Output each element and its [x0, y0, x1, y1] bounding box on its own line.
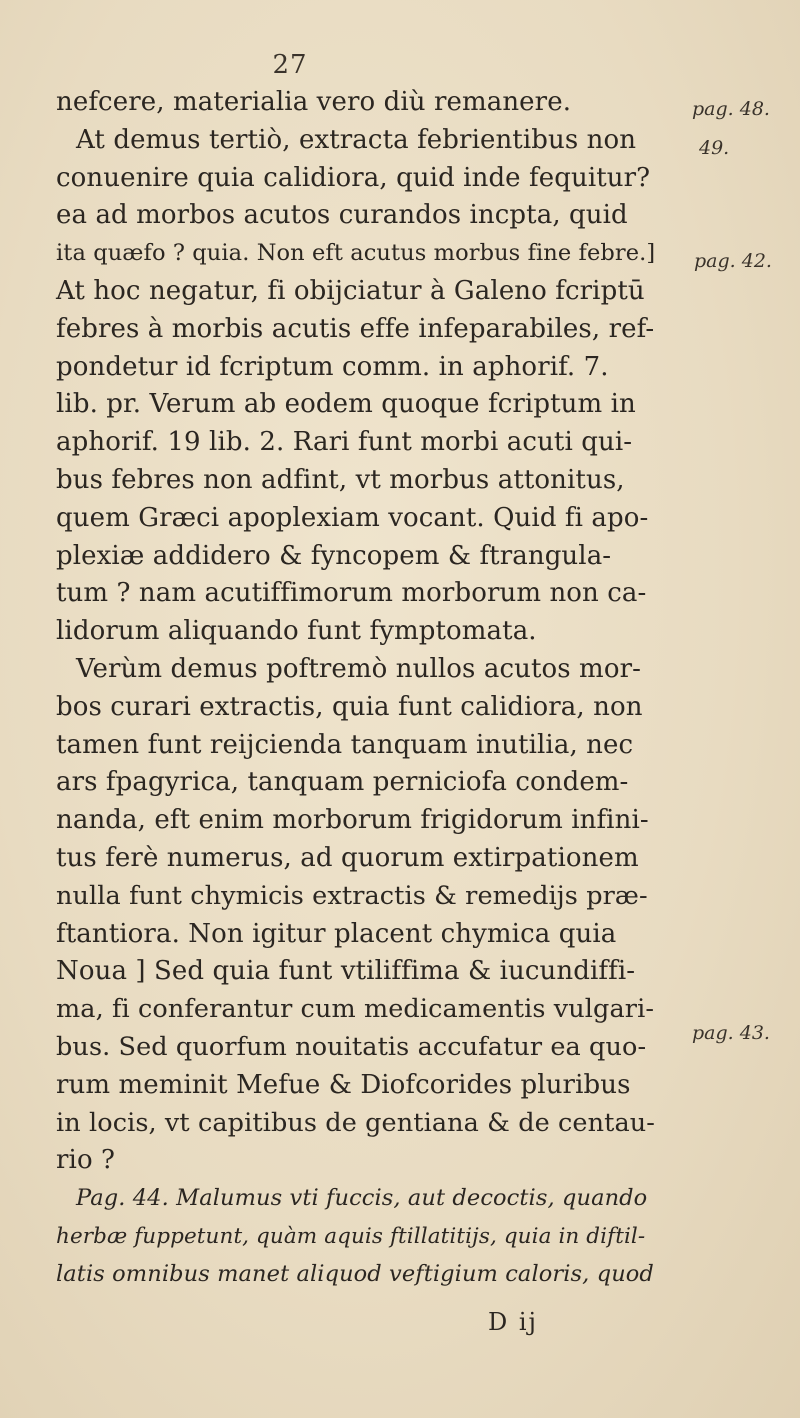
text-line: lidorum aliquando funt fymptomata.: [56, 616, 537, 647]
text-line: tamen funt reijcienda tanquam inutilia, nec: [56, 729, 634, 760]
text-line: Pag. 44. Malumus vti fuccis, aut decoctis, quando: [76, 1185, 648, 1212]
text-line: nefcere, materialia vero diù remanere.: [56, 87, 572, 117]
text-line: rum meminit Mefue & Diofcorides pluribus: [56, 1069, 631, 1100]
text-line: in locis, vt capitibus de gentiana & de centau-: [56, 1107, 655, 1138]
text-line: plexiæ addidero & fyncopem & ftrangula-: [56, 540, 612, 571]
margin-note: pag. 48.: [692, 98, 770, 120]
text-line: latis omnibus manet aliquod veftigium caloris, quod: [56, 1260, 654, 1287]
text-line: conuenire quia calidiora, quid inde fequitur?: [56, 162, 651, 193]
text-line: ftantiora. Non igitur placent chymica quia: [56, 918, 617, 949]
body-text: [56, 84, 656, 1294]
text-line: tus ferè numerus, ad quorum extirpationem: [56, 842, 639, 873]
text-line: bus. Sed quorfum nouitatis accufatur ea quo-: [56, 1031, 647, 1062]
text-line: bus febres non adfint, vt morbus attonitus,: [56, 464, 625, 495]
text-line: bos curari extractis, quia funt calidiora, non: [56, 691, 643, 722]
text-line: Noua ] Sed quia funt vtiliffima & iucundiffi-: [56, 956, 636, 987]
text-line: nulla funt chymicis extractis & remedijs præ-: [56, 880, 648, 911]
text-line: At hoc negatur, fi obijciatur à Galeno fcriptū: [56, 275, 645, 306]
text-line: ars fpagyrica, tanquam perniciofa condem-: [56, 767, 629, 798]
page-number: 27: [272, 50, 308, 80]
text-line: aphorif. 19 lib. 2. Rari funt morbi acuti qui-: [56, 427, 633, 458]
margin-note: 49.: [699, 137, 730, 159]
text-line: nanda, eft enim morborum frigidorum infini-: [56, 805, 649, 836]
text-line: pondetur id fcriptum comm. in aphorif. 7.: [56, 351, 609, 382]
text-line: lib. pr. Verum ab eodem quoque fcriptum in: [56, 389, 636, 420]
text-line: ea ad morbos acutos curandos incpta, quid: [56, 200, 628, 231]
text-line: rio ?: [56, 1145, 116, 1176]
text-line: Verùm demus poftremò nullos acutos mor-: [76, 653, 641, 684]
text-line: ita quæfo ? quia. Non eft acutus morbus fine febre.]: [56, 240, 656, 267]
text-line: tum ? nam acutiffimorum morborum non ca-: [56, 578, 647, 609]
signature-catchword: D ij: [488, 1308, 538, 1336]
text-line: quem Græci apoplexiam vocant. Quid fi apo-: [56, 502, 649, 533]
text-line: febres à morbis acutis effe infeparabiles, ref-: [56, 313, 655, 344]
margin-note: pag. 43.: [692, 1022, 770, 1044]
text-line: herbæ fuppetunt, quàm aquis ftillatitijs, quia in diftil-: [56, 1223, 646, 1249]
text-line: ma, fi conferantur cum medicamentis vulgari-: [56, 994, 655, 1025]
text-line: At demus tertiò, extracta febrientibus non: [76, 124, 637, 155]
margin-note: pag. 42.: [694, 250, 772, 272]
